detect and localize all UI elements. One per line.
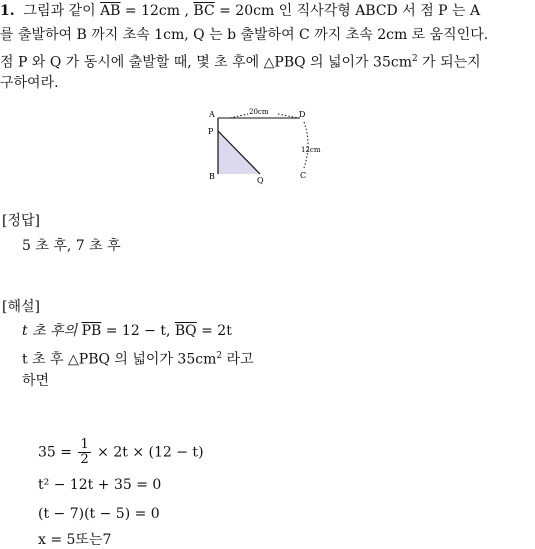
answer-header: [정답] — [2, 213, 40, 229]
label-q: Q — [257, 176, 264, 185]
equation-3: (t − 7)(t − 5) = 0 — [38, 506, 160, 522]
equation-rhs: × 2t × (12 − t) — [92, 444, 204, 461]
problem-line-1 — [0, 2, 480, 20]
solution-text: t 초 후 △PBQ 의 넓이가 35cm — [22, 351, 217, 368]
problem-text: 점 P 와 Q 가 동시에 출발할 때, 몇 초 후에 △PBQ 의 넓이가 35cm — [0, 54, 412, 71]
fraction-numerator: 1 — [80, 437, 89, 452]
problem-text: = 20cm 인 직사각형 ABCD 서 점 P 는 A — [214, 3, 481, 19]
equation-lhs: 35 = — [38, 444, 77, 461]
segment-bc: $\overline{BC}$ — [193, 3, 215, 19]
equation-4: x = 5또는7 — [38, 532, 112, 548]
segment-ab: $\overline{AB}$ — [100, 3, 121, 19]
label-d: D — [299, 110, 306, 119]
superscript: 2 — [216, 351, 223, 361]
label-b: B — [209, 172, 215, 181]
segment-bq: $\overline{BQ}$ — [174, 323, 197, 339]
label-c: C — [300, 171, 307, 180]
solution-text: 라고 — [222, 351, 254, 368]
solution-text: = 12 − t, — [101, 323, 175, 339]
equation-1 — [38, 438, 204, 467]
problem-text: 그림과 같이 — [23, 3, 101, 19]
answer-text: 5 초 후, 7 초 후 — [22, 238, 121, 254]
label-p: P — [208, 127, 214, 136]
problem-line-4: 구하여라. — [0, 75, 59, 91]
segment-pb: $\overline{PB}$ — [81, 323, 102, 339]
solution-line-2 — [22, 347, 254, 369]
fraction-denominator: 2 — [80, 452, 89, 467]
label-side-length: 12cm — [301, 146, 321, 154]
solution-line-3: 하면 — [22, 373, 50, 389]
label-a: A — [209, 110, 215, 119]
fraction-half — [78, 438, 90, 467]
superscript: 2 — [411, 54, 418, 64]
label-top-length: 20cm — [249, 108, 269, 116]
problem-text: 가 되는지 — [417, 54, 481, 71]
rectangle-figure — [200, 104, 330, 186]
equation-2: t² − 12t + 35 = 0 — [38, 477, 162, 493]
segment-top-dotted — [278, 114, 298, 118]
solution-line-1 — [22, 322, 232, 340]
segment-top-dotted — [230, 114, 248, 118]
solution-text: = 2t — [196, 323, 232, 339]
problem-text: = 12cm , — [120, 3, 194, 19]
problem-number: 1. — [0, 3, 15, 19]
segment-right-dotted — [304, 122, 308, 168]
solution-header: [해설] — [2, 299, 40, 315]
problem-line-3 — [0, 50, 481, 72]
problem-line-2: 를 출발하여 B 까지 초속 1cm, Q 는 b 출발하여 C 까지 초속 2cm 로 움직인다. — [0, 27, 489, 43]
solution-text: t 초 후의 — [22, 323, 82, 339]
